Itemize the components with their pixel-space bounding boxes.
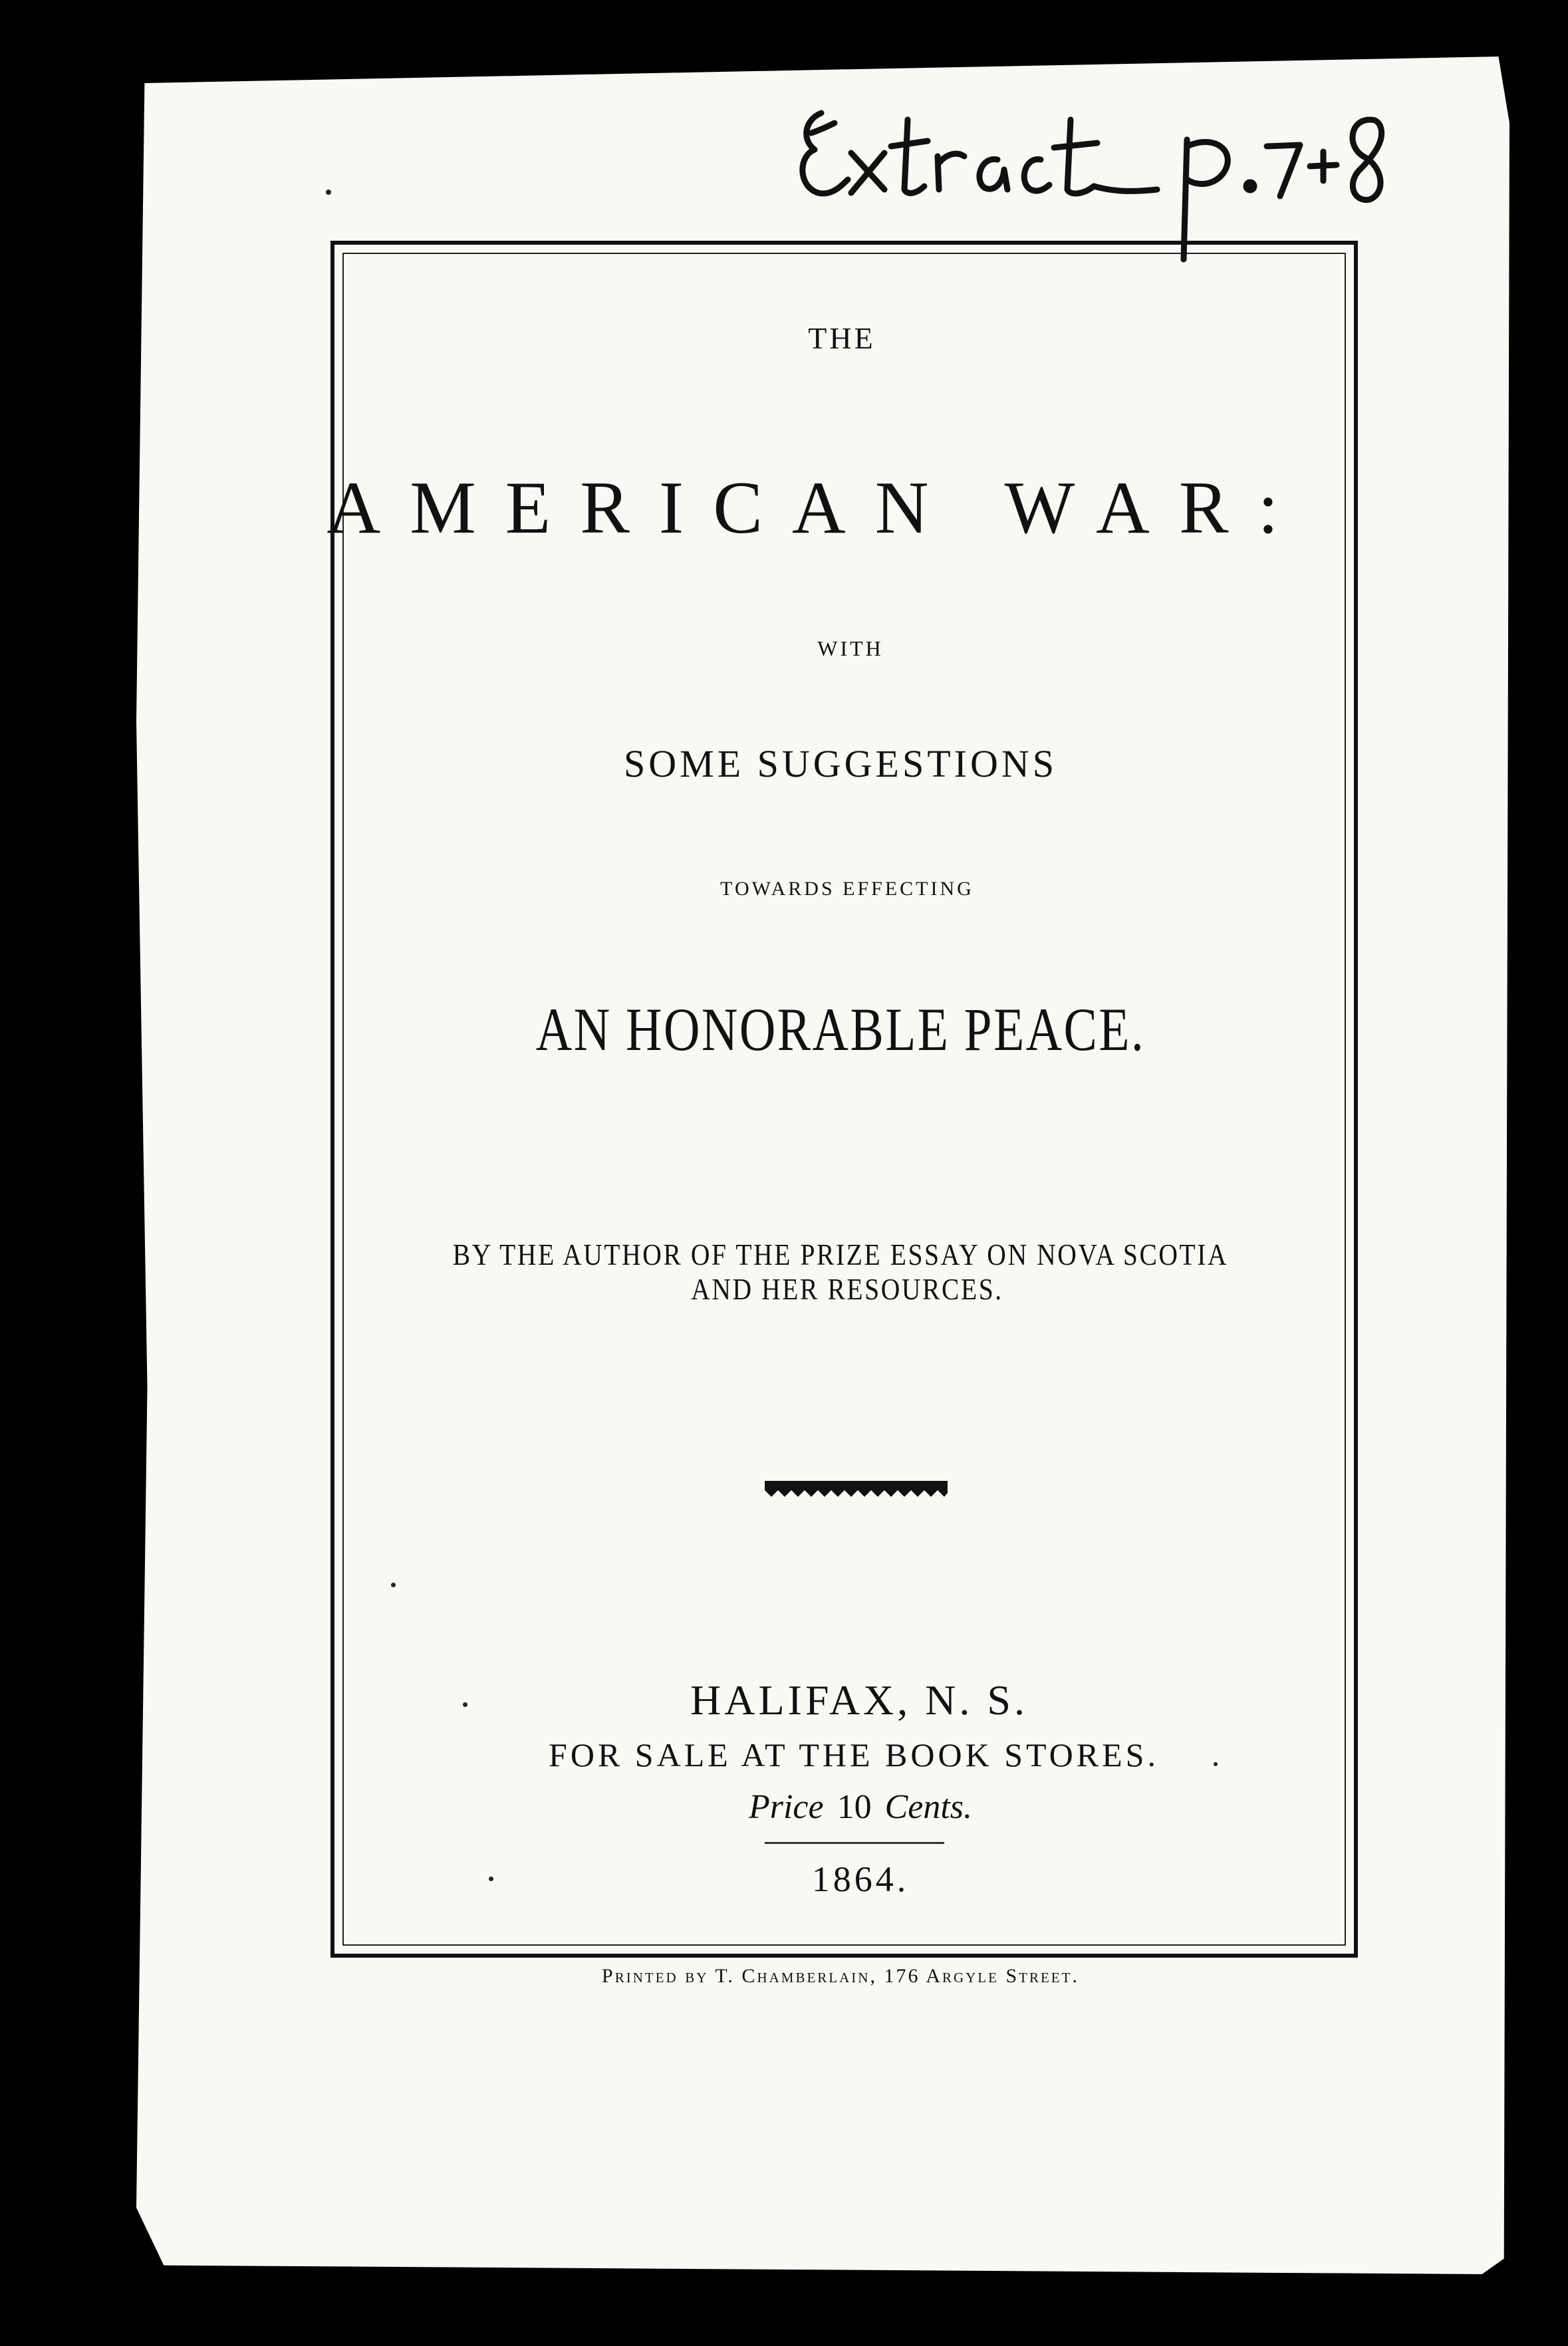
byline-line-2: AND HER RESOURCES. — [691, 1272, 1003, 1306]
publication-place: HALIFAX, N. S. — [690, 1676, 1028, 1724]
byline-line-1: BY THE AUTHOR OF THE PRIZE ESSAY ON NOVA SCOTIA — [452, 1238, 1229, 1271]
handwritten-annotation — [785, 93, 1396, 266]
scan-speck — [326, 190, 331, 195]
price-unit: Cents. — [884, 1788, 973, 1826]
title-main: AMERICAN WAR: — [327, 467, 1308, 549]
title-the: THE — [808, 321, 876, 355]
price-word: Price — [748, 1788, 824, 1826]
price-amount: 10 — [837, 1788, 872, 1826]
scan-speck — [463, 1702, 467, 1707]
sale-notice: FOR SALE AT THE BOOK STORES. — [549, 1736, 1159, 1773]
scan-speck — [489, 1877, 493, 1881]
scan-speck — [391, 1583, 396, 1587]
publication-year: 1864. — [811, 1859, 910, 1899]
connector-with: WITH — [817, 636, 884, 660]
subtitle-suggestions: SOME SUGGESTIONS — [623, 742, 1057, 785]
scan-speck — [1214, 1762, 1218, 1766]
price-line — [76, 1787, 1568, 1827]
ornament-rule — [765, 1481, 948, 1501]
subtitle-peace: AN HONORABLE PEACE. — [535, 995, 1146, 1063]
divider-rule — [765, 1842, 944, 1844]
printer-imprint: Printed by T. Chamberlain, 176 Argyle Street. — [602, 1965, 1079, 1987]
subtitle-towards: TOWARDS EFFECTING — [720, 878, 974, 900]
